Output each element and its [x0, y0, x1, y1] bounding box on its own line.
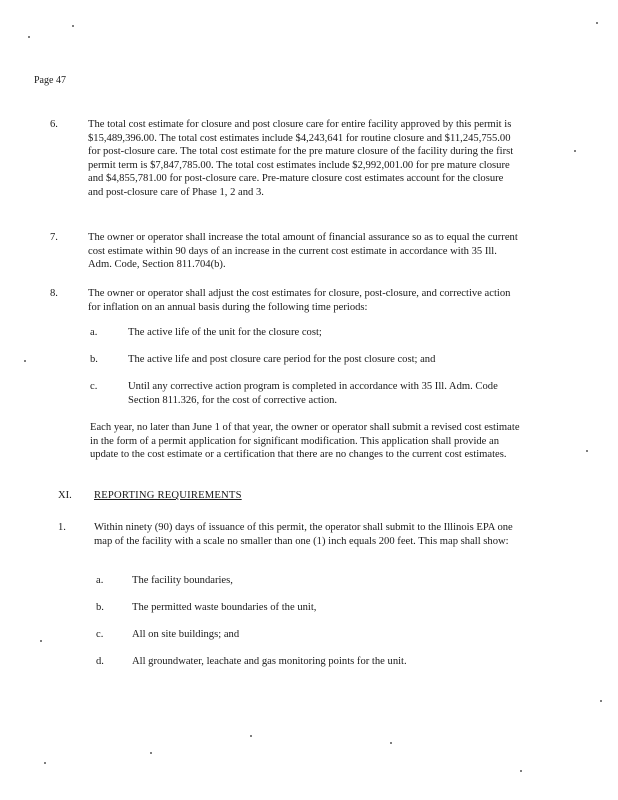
item-paragraph: Within ninety (90) days of issuance of this permit, the operator shall submit to the Illinois EPA one map of the facility with a scale no smaller than one (1) inch equals 200 feet. This map shall show:: [94, 522, 513, 547]
item-number: 1.: [58, 522, 66, 533]
scan-speck: [520, 770, 522, 772]
scan-speck: [250, 735, 252, 737]
subitem-letter: c.: [96, 629, 104, 640]
subitem-text: The permitted waste boundaries of the unit,: [132, 602, 317, 613]
subitem-text: The active life and post closure care period for the post closure cost; and: [128, 354, 436, 365]
section-heading: REPORTING REQUIREMENTS: [94, 490, 242, 501]
subitem-letter: a.: [96, 575, 104, 586]
subitem-letter: d.: [96, 656, 104, 667]
subitem-letter: a.: [90, 327, 98, 338]
subitem-letter: c.: [90, 381, 98, 392]
item-number: 6.: [50, 119, 58, 130]
scan-speck: [150, 752, 152, 754]
subitem-text: All groundwater, leachate and gas monitoring points for the unit.: [132, 656, 407, 667]
subitem-text: All on site buildings; and: [132, 629, 240, 640]
scan-speck: [72, 25, 74, 27]
subitem-text: The facility boundaries,: [132, 575, 233, 586]
scan-speck: [390, 742, 392, 744]
scan-speck: [40, 640, 42, 642]
item-paragraph: The owner or operator shall increase the total amount of financial assurance so as to equal the current cost estimate within 90 days of an increase in the current cost estimate in accordance with 35 Ill. Adm. Code, Section 811.704(b).: [88, 232, 518, 271]
subitem-text: The active life of the unit for the closure cost;: [128, 327, 322, 338]
scan-speck: [574, 150, 576, 152]
item-paragraph: The total cost estimate for closure and post closure care for entire facility approved by this permit is $15,489,396.00. The total cost estimates include $4,243,641 for routine closure and $11,245,755.00 for post-closure care. The total cost estimate for the pre mature closure of the facility during the first permit term is $7,847,785.00. The total cost estimates include $2,992,001.00 for pre mature closure and $4,855,781.00 for post-closure care. Pre-mature closure cost estimates account for the closure and post-closure care of Phase 1, 2 and 3.: [88, 119, 514, 198]
section-number: XI.: [58, 490, 72, 501]
subitem-letter: b.: [96, 602, 104, 613]
item-closing-paragraph: Each year, no later than June 1 of that year, the owner or operator shall submit a revised cost estimate in the form of a permit application for significant modification. This application shall provide an update to the cost estimate or a certification that there are no changes to the current cost estimates.: [90, 422, 520, 461]
item-number: 8.: [50, 288, 58, 299]
scan-speck: [600, 700, 602, 702]
subitem-text: Until any corrective action program is completed in accordance with 35 Ill. Adm. Code Section 811.326, for the cost of corrective action.: [128, 381, 498, 406]
scan-speck: [24, 360, 26, 362]
page-number: Page 47: [34, 75, 66, 86]
subitem-letter: b.: [90, 354, 98, 365]
item-number: 7.: [50, 232, 58, 243]
scan-speck: [586, 450, 588, 452]
scan-speck: [596, 22, 598, 24]
scan-speck: [44, 762, 46, 764]
scan-speck: [28, 36, 30, 38]
item-paragraph: The owner or operator shall adjust the cost estimates for closure, post-closure, and corrective action for inflation on an annual basis during the following time periods:: [88, 288, 511, 313]
